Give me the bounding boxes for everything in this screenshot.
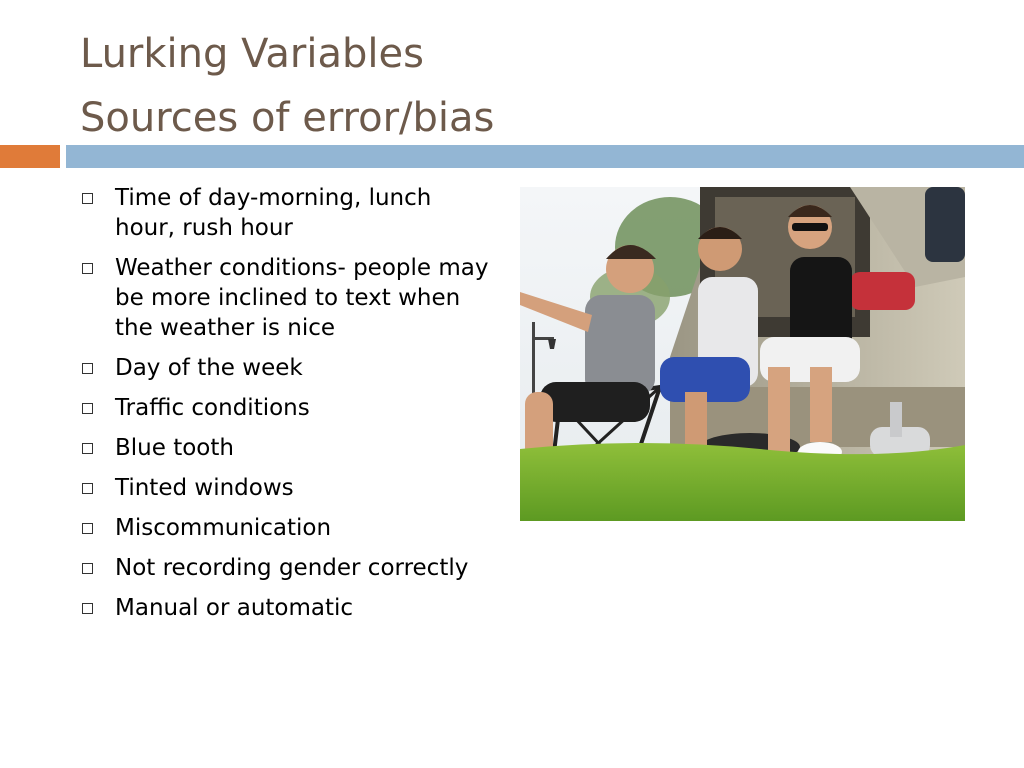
bullet-text: Blue tooth — [115, 435, 234, 461]
square-bullet-icon — [82, 403, 93, 414]
accent-bar-blue — [66, 145, 1024, 168]
slide-title-line-2: Sources of error/bias — [80, 95, 495, 141]
students-photo — [520, 187, 965, 521]
bullet-item — [80, 513, 490, 543]
square-bullet-icon — [82, 603, 93, 614]
square-bullet-icon — [82, 523, 93, 534]
bullet-text: Tinted windows — [115, 475, 294, 501]
bullet-text: Manual or automatic — [115, 595, 354, 621]
bullet-list — [80, 183, 490, 633]
bullet-text: Time of day-morning, lunch hour, rush hour — [115, 185, 432, 241]
bullet-item — [80, 393, 490, 423]
bullet-item — [80, 353, 490, 383]
slide-title-line-1: Lurking Variables — [80, 31, 424, 77]
bullet-text: Traffic conditions — [115, 395, 310, 421]
bullet-text: Day of the week — [115, 355, 303, 381]
square-bullet-icon — [82, 363, 93, 374]
square-bullet-icon — [82, 563, 93, 574]
bullet-item — [80, 253, 490, 343]
bullet-item — [80, 183, 490, 243]
bullet-item — [80, 593, 490, 623]
bullet-item — [80, 473, 490, 503]
bullet-item — [80, 553, 490, 583]
square-bullet-icon — [82, 483, 93, 494]
bullet-item — [80, 433, 490, 463]
bullet-text: Miscommunication — [115, 515, 332, 541]
accent-bar-orange — [0, 145, 60, 168]
square-bullet-icon — [82, 443, 93, 454]
bullet-text: Weather conditions- people may be more inclined to text when the weather is nice — [115, 255, 489, 341]
square-bullet-icon — [82, 263, 93, 274]
slide-title — [80, 22, 494, 150]
bullet-text: Not recording gender correctly — [115, 555, 469, 581]
square-bullet-icon — [82, 193, 93, 204]
